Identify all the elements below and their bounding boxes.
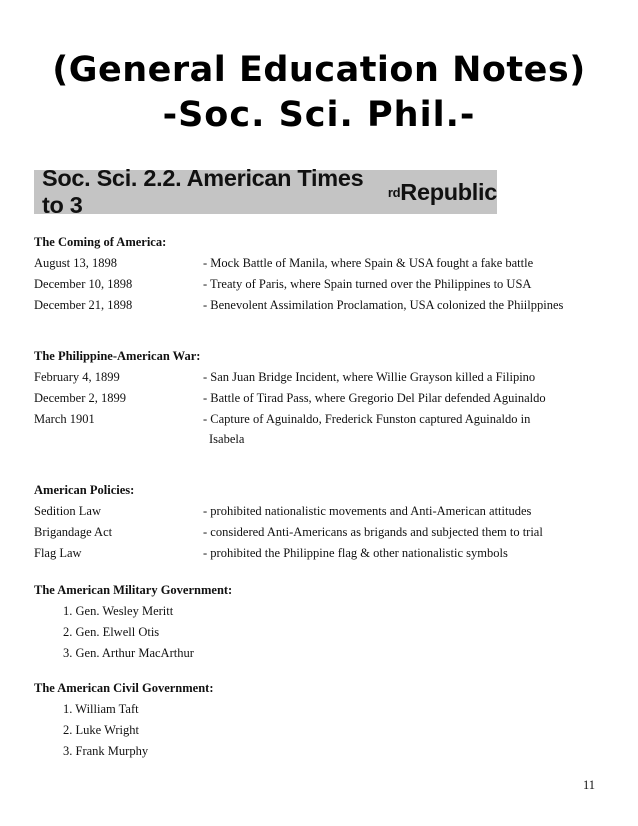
section-civil-government xyxy=(34,678,614,762)
section-heading: The American Civil Government: xyxy=(34,681,214,695)
policy-row xyxy=(34,501,614,522)
list-item: 3. Gen. Arthur MacArthur xyxy=(63,646,194,660)
policy-row xyxy=(34,522,614,543)
page-number: 11 xyxy=(583,778,596,792)
row-event-wrap xyxy=(203,409,614,448)
section-heading: The Coming of America: xyxy=(34,235,167,249)
row-event: - Battle of Tirad Pass, where Gregorio Del Pilar defended Aguinaldo xyxy=(203,391,546,405)
row-date: December 2, 1899 xyxy=(34,391,126,405)
section-military-government xyxy=(34,580,614,664)
timeline-row xyxy=(34,295,614,316)
list-item: 2. Luke Wright xyxy=(63,723,139,737)
policy-description: - prohibited nationalistic movements and Anti-American attitudes xyxy=(203,504,532,518)
policy-name: Sedition Law xyxy=(34,504,102,518)
timeline-row xyxy=(34,367,614,388)
section-banner xyxy=(34,165,497,218)
section-heading: American Policies: xyxy=(34,483,135,497)
row-date: December 21, 1898 xyxy=(34,298,133,312)
row-event: - Benevolent Assimilation Proclamation, USA colonized the Phiilppines xyxy=(203,298,564,312)
row-date: March 1901 xyxy=(34,412,95,426)
document-subtitle: -Soc. Sci. Phil.- xyxy=(162,95,476,135)
policy-name: Flag Law xyxy=(34,546,82,560)
banner-text: Soc. Sci. 2.2. American Times to 3 xyxy=(42,165,364,218)
timeline-row xyxy=(34,388,614,409)
row-event: - San Juan Bridge Incident, where Willie Grayson killed a Filipino xyxy=(203,370,536,384)
row-event-continuation: Isabela xyxy=(209,432,245,446)
section-heading: The American Military Government: xyxy=(34,583,233,597)
timeline-row xyxy=(34,409,614,448)
list-item: 1. Gen. Wesley Meritt xyxy=(63,604,174,618)
section-philippine-american-war xyxy=(34,346,614,448)
banner-text-end: Republic xyxy=(400,178,497,205)
banner-superscript: rd xyxy=(387,184,401,200)
row-date: August 13, 1898 xyxy=(34,256,117,270)
policy-description: - considered Anti-Americans as brigands and subjected them to trial xyxy=(203,525,543,539)
row-date: February 4, 1899 xyxy=(34,370,120,384)
timeline-row xyxy=(34,274,614,295)
row-event: - Treaty of Paris, where Spain turned over the Philippines to USA xyxy=(203,277,532,291)
row-event: - Capture of Aguinaldo, Frederick Funston captured Aguinaldo in xyxy=(203,412,531,426)
list-item: 2. Gen. Elwell Otis xyxy=(63,625,160,639)
list-item: 3. Frank Murphy xyxy=(63,744,149,758)
row-event: - Mock Battle of Manila, where Spain & USA fought a fake battle xyxy=(203,256,534,270)
document-title: (General Education Notes) xyxy=(52,50,586,90)
policy-name: Brigandage Act xyxy=(34,525,113,539)
timeline-row xyxy=(34,253,614,274)
section-american-policies xyxy=(34,480,614,564)
policy-description: - prohibited the Philippine flag & other nationalistic symbols xyxy=(203,546,508,560)
section-heading: The Philippine-American War: xyxy=(34,349,201,363)
list-item: 1. William Taft xyxy=(63,702,139,716)
policy-row xyxy=(34,543,614,564)
section-coming-of-america xyxy=(34,232,614,316)
row-date: December 10, 1898 xyxy=(34,277,133,291)
